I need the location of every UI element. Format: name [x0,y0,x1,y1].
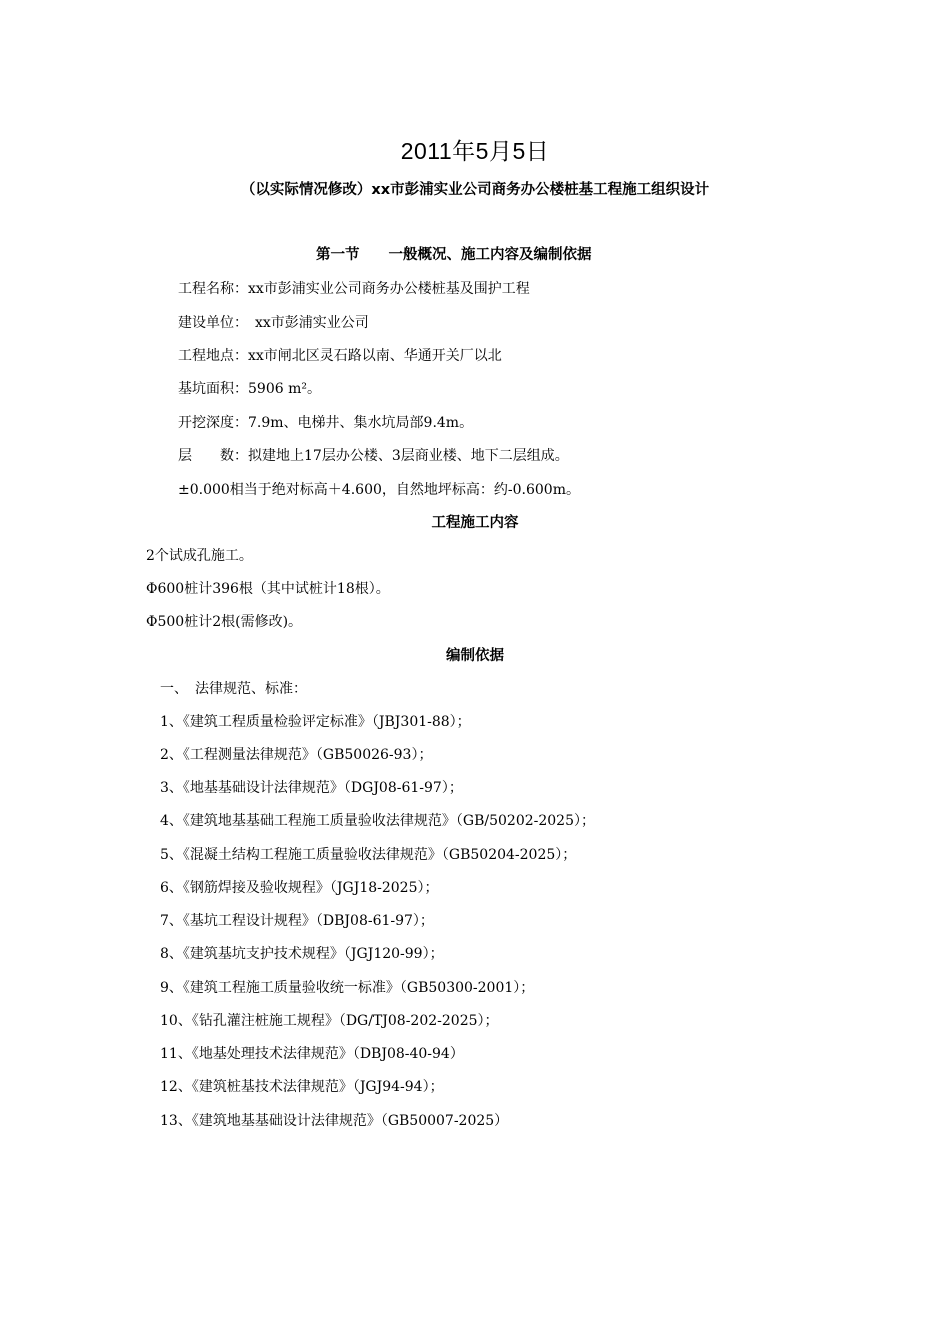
basis-item: 9、《建筑工程施工质量验收统一标准》（GB50300-2001）； [160,980,535,996]
basis-item: 12、《建筑桩基技术法律规范》（JGJ94-94）； [160,1079,444,1095]
content-heading: 工程施工内容 [431,515,519,531]
overview-client: 建设单位： xx市彭浦实业公司 [178,315,369,331]
basis-item: 3、《地基基础设计法律规范》（DGJ08-61-97）； [160,780,463,796]
basis-item: 5、《混凝土结构工程施工质量验收法律规范》（GB50204-2025）； [160,847,577,863]
overview-floors: 层 数：拟建地上17层办公楼、3层商业楼、地下二层组成。 [178,448,569,464]
basis-item: 13、《建筑地基基础设计法律规范》（GB50007-2025） [160,1113,509,1129]
basis-subheading: 一、 法律规范、标准： [160,681,307,697]
overview-project-name: 工程名称：xx市彭浦实业公司商务办公楼桩基及围护工程 [178,281,530,297]
document-date: 2011年5月5日 [400,138,550,164]
section-heading: 第一节 一般概况、施工内容及编制依据 [316,247,592,263]
basis-heading: 编制依据 [446,648,504,664]
basis-item: 6、《钢筋焊接及验收规程》（JGJ18-2025）； [160,880,439,896]
overview-elevation: ±0.000相当于绝对标高＋4.600，自然地坪标高：约-0.600m。 [178,482,580,498]
basis-item: 4、《建筑地基基础工程施工质量验收法律规范》（GB/50202-2025）； [160,813,595,829]
overview-location: 工程地点：xx市闸北区灵石路以南、华通开关厂以北 [178,348,502,364]
content-item: Φ600桩计396根（其中试桩计18根）。 [146,581,390,597]
document-title: （以实际情况修改）xx市彭浦实业公司商务办公楼桩基工程施工组织设计 [240,182,710,198]
basis-item: 7、《基坑工程设计规程》（DBJ08-61-97）； [160,913,434,929]
overview-depth: 开挖深度：7.9m、电梯井、集水坑局部9.4m。 [178,415,474,431]
basis-item: 2、《工程测量法律规范》（GB50026-93）； [160,747,433,763]
basis-item: 11、《地基处理技术法律规范》（DBJ08-40-94） [160,1046,464,1062]
content-item: Φ500桩计2根(需修改)。 [146,614,303,630]
basis-item: 1、《建筑工程质量检验评定标准》（JBJ301-88）； [160,714,471,730]
basis-item: 10、《钻孔灌注桩施工规程》（DG/TJ08-202-2025）； [160,1013,499,1029]
content-item: 2个试成孔施工。 [146,548,253,564]
basis-item: 8、《建筑基坑支护技术规程》（JGJ120-99）； [160,946,444,962]
overview-pit-area: 基坑面积：5906 m²。 [178,381,321,397]
